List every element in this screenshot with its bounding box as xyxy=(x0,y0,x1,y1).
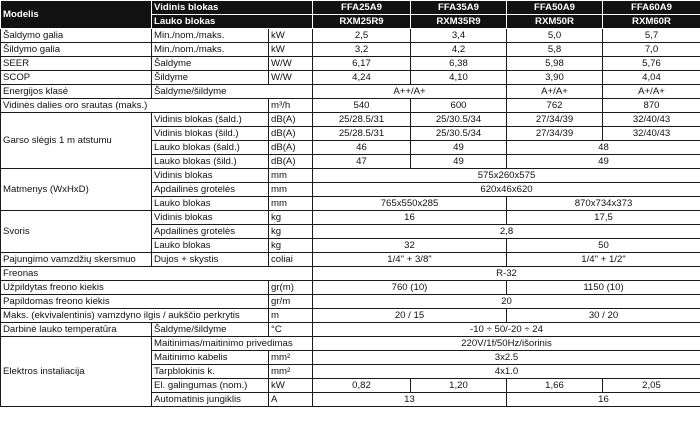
cell-value: 4x1.0 xyxy=(313,365,700,379)
cell-value: 6,38 xyxy=(411,57,507,71)
row-unit: kg xyxy=(269,239,313,253)
row-unit: dB(A) xyxy=(269,155,313,169)
row-label: Energijos klasė xyxy=(1,85,152,99)
header-model-label: Modelis xyxy=(1,1,152,29)
row-unit: m xyxy=(269,309,313,323)
cell-value: 765x550x285 xyxy=(313,197,507,211)
cell-value: 1/4" + 3/8" xyxy=(313,253,507,267)
outdoor-model-3: RXM50R xyxy=(507,15,603,29)
row-unit: kg xyxy=(269,225,313,239)
cell-value: 760 (10) xyxy=(313,281,507,295)
cell-value: 27/34/39 xyxy=(507,127,603,141)
row-label: Matmenys (WxHxD) xyxy=(1,169,152,211)
cell-value: 13 xyxy=(313,393,507,407)
cell-value: 48 xyxy=(507,141,700,155)
row-sublabel: Dujos + skystis xyxy=(152,253,269,267)
cell-value: 870 xyxy=(603,99,700,113)
cell-value: 2,8 xyxy=(313,225,700,239)
cell-value: 600 xyxy=(411,99,507,113)
row-label: Šaldymo galia xyxy=(1,29,152,43)
cell-value: 2,5 xyxy=(313,29,411,43)
cell-value: 5,76 xyxy=(603,57,700,71)
cell-value: 7,0 xyxy=(603,43,700,57)
cell-value: 25/28.5/31 xyxy=(313,127,411,141)
row-label: Garso slėgis 1 m atstumu xyxy=(1,113,152,169)
row-unit: W/W xyxy=(269,71,313,85)
row-sublabel: Tarpblokinis k. xyxy=(152,365,269,379)
row-sublabel: Lauko blokas (šild.) xyxy=(152,155,269,169)
cell-value: 1150 (10) xyxy=(507,281,700,295)
indoor-model-3: FFA50A9 xyxy=(507,1,603,15)
row-unit: mm xyxy=(269,183,313,197)
table-row xyxy=(1,337,700,351)
cell-value: 32 xyxy=(313,239,507,253)
indoor-model-2: FFA35A9 xyxy=(411,1,507,15)
cell-value: 49 xyxy=(411,155,507,169)
cell-value: 30 / 20 xyxy=(507,309,700,323)
cell-value: A++/A+ xyxy=(313,85,507,99)
cell-value: 0,82 xyxy=(313,379,411,393)
row-unit: W/W xyxy=(269,57,313,71)
row-unit: mm xyxy=(269,197,313,211)
cell-value: 4,10 xyxy=(411,71,507,85)
row-unit: kW xyxy=(269,43,313,57)
cell-value: 2,05 xyxy=(603,379,700,393)
table-row xyxy=(1,267,700,281)
cell-value: 46 xyxy=(313,141,411,155)
row-sublabel: Min./nom./maks. xyxy=(152,29,269,43)
row-unit: dB(A) xyxy=(269,127,313,141)
row-label: SEER xyxy=(1,57,152,71)
row-sublabel: Vidinis blokas xyxy=(152,211,269,225)
outdoor-model-1: RXM25R9 xyxy=(313,15,411,29)
row-label: Svoris xyxy=(1,211,152,253)
row-unit: mm xyxy=(269,169,313,183)
row-sublabel: Min./nom./maks. xyxy=(152,43,269,57)
cell-value: 6,17 xyxy=(313,57,411,71)
row-unit: gr(m) xyxy=(269,281,313,295)
cell-value: 5,98 xyxy=(507,57,603,71)
cell-value: 4,04 xyxy=(603,71,700,85)
row-label: Užpildytas freono kiekis xyxy=(1,281,269,295)
row-label: SCOP xyxy=(1,71,152,85)
row-sublabel: Lauko blokas (šald.) xyxy=(152,141,269,155)
cell-value: 620x46x620 xyxy=(313,183,700,197)
indoor-model-1: FFA25A9 xyxy=(313,1,411,15)
cell-value: 1,66 xyxy=(507,379,603,393)
table-row xyxy=(1,211,700,225)
row-unit: mm² xyxy=(269,351,313,365)
cell-value: 27/34/39 xyxy=(507,113,603,127)
table-row xyxy=(1,99,700,113)
cell-value: 4,24 xyxy=(313,71,411,85)
cell-value: 49 xyxy=(507,155,700,169)
row-label: Papildomas freono kiekis xyxy=(1,295,269,309)
row-unit: kW xyxy=(269,29,313,43)
cell-value: 540 xyxy=(313,99,411,113)
cell-value: A+/A+ xyxy=(603,85,700,99)
cell-value: 3x2.5 xyxy=(313,351,700,365)
row-unit: kW xyxy=(269,379,313,393)
outdoor-model-4: RXM60R xyxy=(603,15,700,29)
cell-value: 762 xyxy=(507,99,603,113)
cell-value: 1,20 xyxy=(411,379,507,393)
row-unit: dB(A) xyxy=(269,141,313,155)
cell-value: 25/28.5/31 xyxy=(313,113,411,127)
row-sublabel: Apdailinės grotelės xyxy=(152,183,269,197)
row-sublabel: Lauko blokas xyxy=(152,197,269,211)
row-label: Pajungimo vamzdžių skersmuo xyxy=(1,253,152,267)
row-unit: m³/h xyxy=(269,99,313,113)
cell-value: 32/40/43 xyxy=(603,127,700,141)
cell-value: 1/4" + 1/2" xyxy=(507,253,700,267)
row-sublabel: Automatinis jungiklis xyxy=(152,393,269,407)
cell-value: 3,90 xyxy=(507,71,603,85)
table-row xyxy=(1,295,700,309)
table-row xyxy=(1,253,700,267)
cell-value: -10 ÷ 50/-20 ÷ 24 xyxy=(313,323,700,337)
row-sublabel: Vidinis blokas (šild.) xyxy=(152,127,269,141)
cell-value: 16 xyxy=(507,393,700,407)
header-outdoor-label: Lauko blokas xyxy=(152,15,313,29)
table-row xyxy=(1,43,700,57)
cell-value: 220V/1f/50Hz/išorinis xyxy=(313,337,700,351)
cell-value: 20 / 15 xyxy=(313,309,507,323)
row-sublabel: Šaldyme/šildyme xyxy=(152,323,269,337)
cell-value: 25/30.5/34 xyxy=(411,127,507,141)
row-sublabel: Šildyme xyxy=(152,71,269,85)
row-sublabel: Apdailinės grotelės xyxy=(152,225,269,239)
cell-value: 17,5 xyxy=(507,211,700,225)
row-unit: dB(A) xyxy=(269,113,313,127)
cell-value: R-32 xyxy=(313,267,700,281)
cell-value: 50 xyxy=(507,239,700,253)
cell-value: 20 xyxy=(313,295,700,309)
cell-value: 5,8 xyxy=(507,43,603,57)
row-label: Freonas xyxy=(1,267,313,281)
table-row xyxy=(1,169,700,183)
row-unit: mm² xyxy=(269,365,313,379)
cell-value: 575x260x575 xyxy=(313,169,700,183)
cell-value: 16 xyxy=(313,211,507,225)
cell-value: 3,2 xyxy=(313,43,411,57)
outdoor-model-2: RXM35R9 xyxy=(411,15,507,29)
row-sublabel: Šaldyme xyxy=(152,57,269,71)
cell-value: 870x734x373 xyxy=(507,197,700,211)
row-label: Maks. (ekvivalentinis) vamzdyno ilgis / aukščio perkrytis xyxy=(1,309,269,323)
cell-value: 47 xyxy=(313,155,411,169)
table-row xyxy=(1,281,700,295)
row-sublabel: Maitinimo kabelis xyxy=(152,351,269,365)
cell-value: 49 xyxy=(411,141,507,155)
row-sublabel: Vidinis blokas (šald.) xyxy=(152,113,269,127)
row-label: Darbinė lauko temperatūra xyxy=(1,323,152,337)
row-sublabel: Maitinimas/maitinimo privedimas xyxy=(152,337,313,351)
table-row xyxy=(1,113,700,127)
row-unit: °C xyxy=(269,323,313,337)
table-row xyxy=(1,71,700,85)
cell-value: 4,2 xyxy=(411,43,507,57)
row-sublabel: Šaldyme/šildyme xyxy=(152,85,313,99)
indoor-model-4: FFA60A9 xyxy=(603,1,700,15)
table-row xyxy=(1,29,700,43)
table-row xyxy=(1,323,700,337)
cell-value: 3,4 xyxy=(411,29,507,43)
table-row xyxy=(1,309,700,323)
row-label: Šildymo galia xyxy=(1,43,152,57)
row-unit: coliai xyxy=(269,253,313,267)
cell-value: 25/30.5/34 xyxy=(411,113,507,127)
cell-value: 5,0 xyxy=(507,29,603,43)
table-row xyxy=(1,85,700,99)
header-indoor-label: Vidinis blokas xyxy=(152,1,313,15)
table-row xyxy=(1,57,700,71)
row-label: Elektros instaliacija xyxy=(1,337,152,407)
row-sublabel: El. galingumas (nom.) xyxy=(152,379,269,393)
row-unit: A xyxy=(269,393,313,407)
row-label: Vidinės dalies oro srautas (maks.) xyxy=(1,99,269,113)
row-sublabel: Lauko blokas xyxy=(152,239,269,253)
header-row-indoor xyxy=(1,1,700,15)
cell-value: 32/40/43 xyxy=(603,113,700,127)
row-unit: gr/m xyxy=(269,295,313,309)
cell-value: A+/A+ xyxy=(507,85,603,99)
row-unit: kg xyxy=(269,211,313,225)
row-sublabel: Vidinis blokas xyxy=(152,169,269,183)
cell-value: 5,7 xyxy=(603,29,700,43)
